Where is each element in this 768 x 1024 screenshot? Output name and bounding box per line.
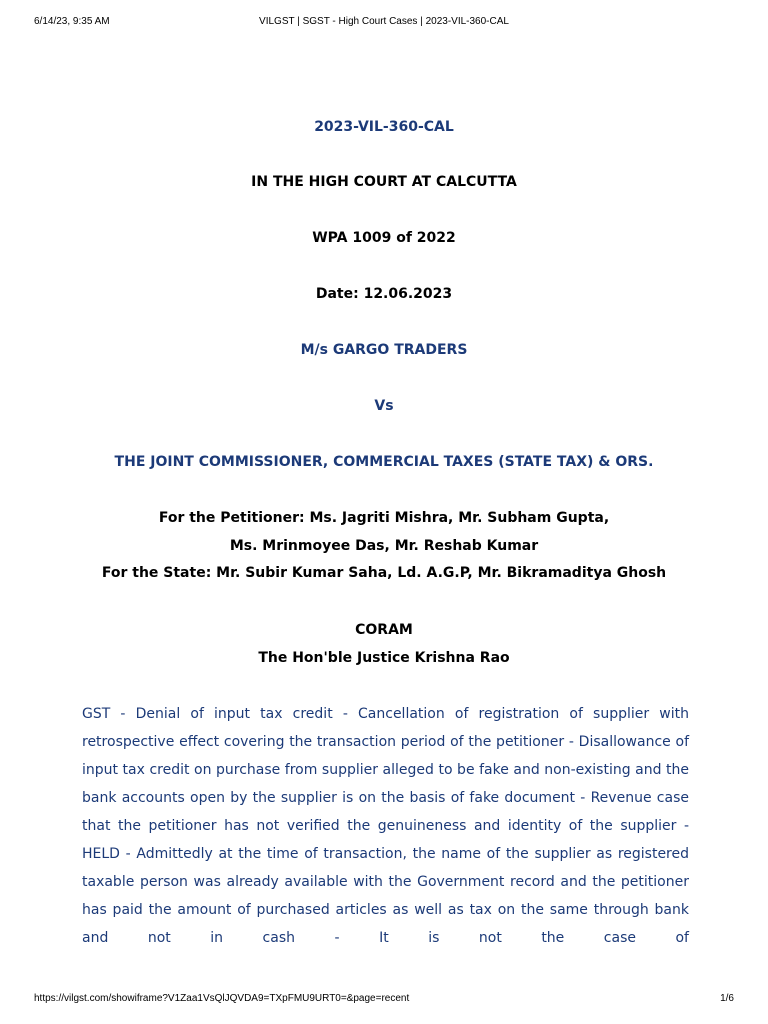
case-summary: GST - Denial of input tax credit - Cancellation of registration of supplier with retrospective effect covering the transaction period of the petitioner - Disallowance of input tax credit on purchase from supplier alleged to be fake and non-existing and the bank accounts open by the supplier is on the basis of fake document - Revenue case that the petitioner has not verified the genuineness and identity of the supplier - HELD - Admittedly at the time of transaction, the name of the supplier as registered taxable person was already available with the Government record and the petitioner has paid the amount of purchased articles as well as tax on the same through bank and not in cash - It is not the case of <box>82 706 689 946</box>
respondent-name: THE JOINT COMMISSIONER, COMMERCIAL TAXES (STATE TAX) & ORS. <box>114 454 654 470</box>
page-number: 1/6 <box>720 993 734 1004</box>
versus-label: Vs <box>374 398 394 414</box>
print-title: VILGST | SGST - High Court Cases | 2023-VIL-360-CAL <box>259 16 509 27</box>
print-url: https://vilgst.com/showiframe?V1Zaa1VsQlJQVDA9=TXpFMU9URT0=&page=recent <box>34 993 410 1004</box>
judge-name: The Hon'ble Justice Krishna Rao <box>258 650 510 666</box>
counsel-state: For the State: Mr. Subir Kumar Saha, Ld. A.G.P, Mr. Bikramaditya Ghosh <box>101 565 667 581</box>
petitioner-name: M/s GARGO TRADERS <box>300 342 468 358</box>
court-name: IN THE HIGH COURT AT CALCUTTA <box>251 174 517 190</box>
coram-label: CORAM <box>355 622 413 638</box>
case-number: WPA 1009 of 2022 <box>312 230 456 246</box>
counsel-petitioner-line-2: Ms. Mrinmoyee Das, Mr. Reshab Kumar <box>229 538 539 554</box>
print-datetime: 6/14/23, 9:35 AM <box>34 16 110 27</box>
judgment-date: Date: 12.06.2023 <box>315 286 453 302</box>
counsel-petitioner-line-1: For the Petitioner: Ms. Jagriti Mishra, Mr. Subham Gupta, <box>158 510 610 526</box>
case-citation: 2023-VIL-360-CAL <box>314 119 454 135</box>
